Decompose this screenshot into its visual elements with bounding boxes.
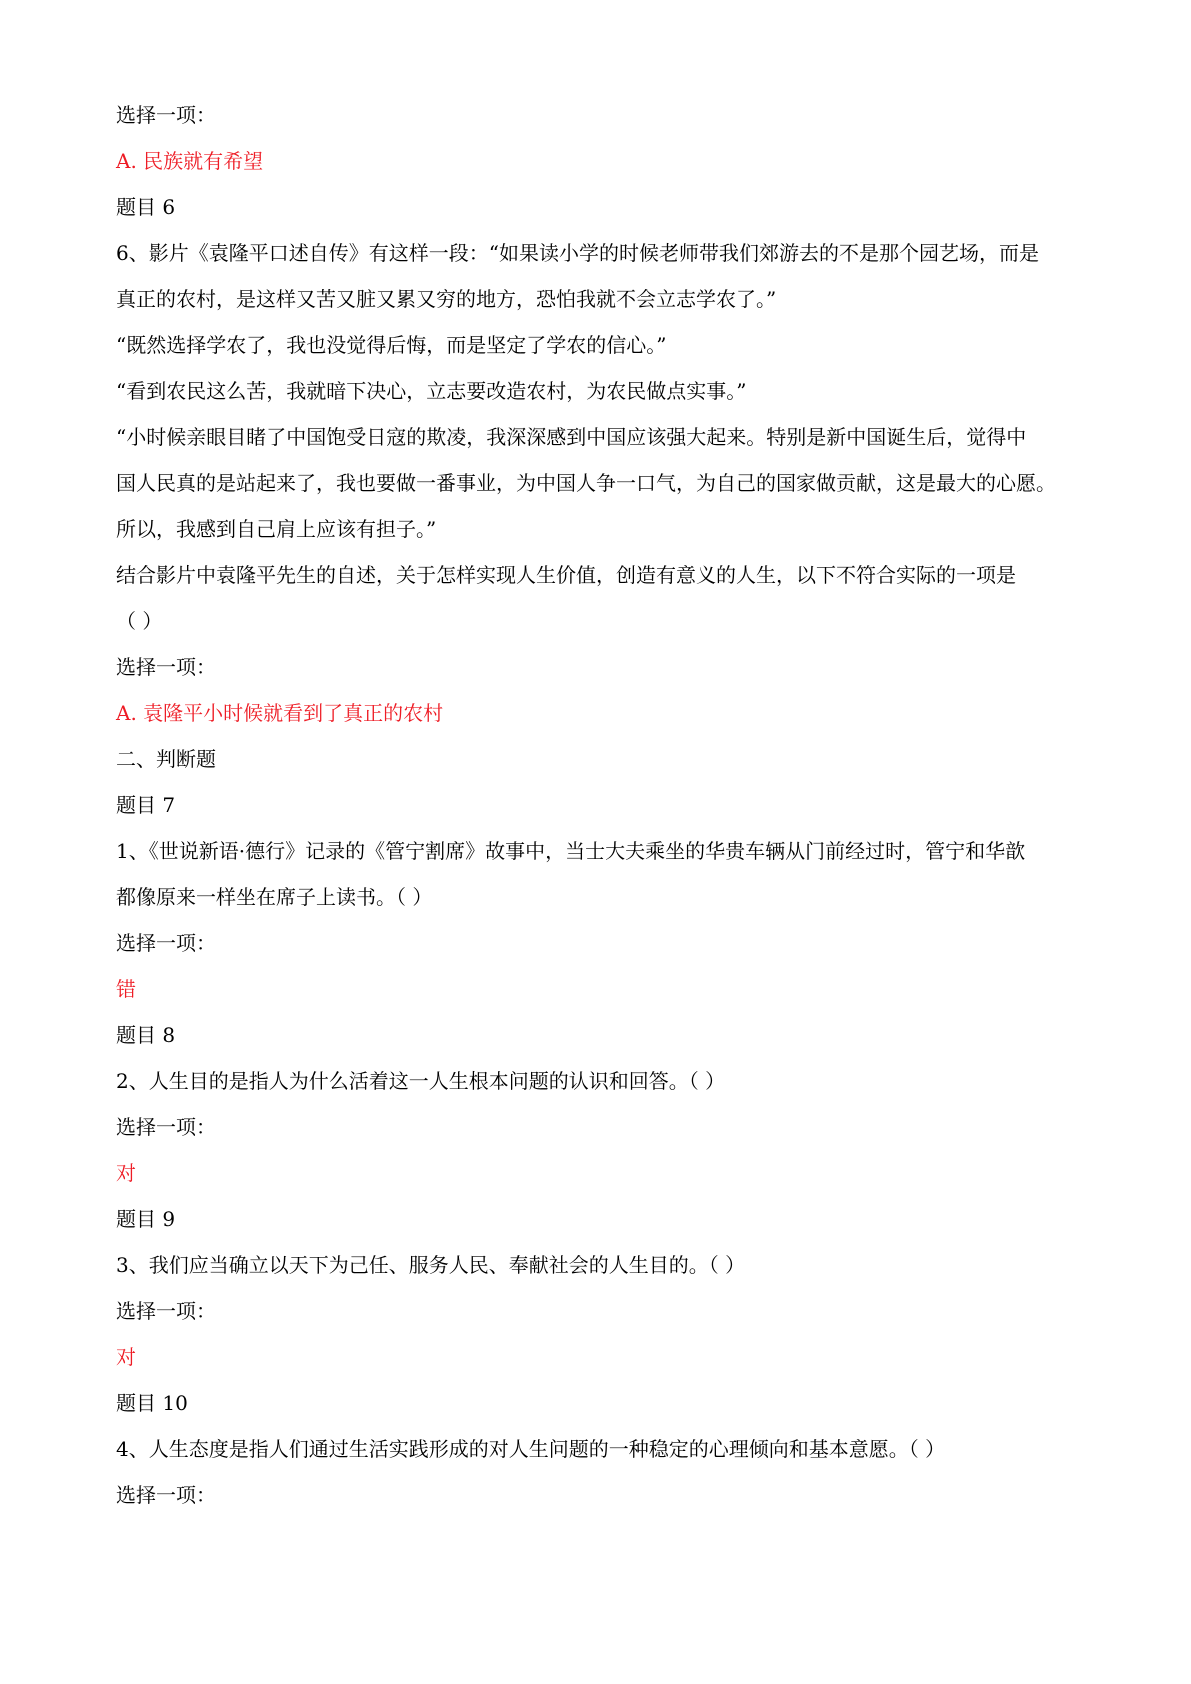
question-text: 都像原来一样坐在席子上读书。（ ） (116, 885, 433, 909)
question-heading: 题目 7 (116, 793, 176, 817)
question-text: 结合影片中袁隆平先生的自述，关于怎样实现人生价值，创造有意义的人生，以下不符合实际的一项是 (116, 563, 1016, 587)
answer-text: 对 (116, 1345, 136, 1369)
question-text: 6、影片《袁隆平口述自传》有这样一段：“如果读小学的时候老师带我们郊游去的不是那个园艺场，而是 (116, 241, 1039, 265)
question-text: “小时候亲眼目睹了中国饱受日寇的欺凌，我深深感到中国应该强大起来。特别是新中国诞生后，觉得中 (116, 425, 1027, 449)
question-text: 2、人生目的是指人为什么活着这一人生根本问题的认识和回答。（ ） (116, 1069, 726, 1093)
question-text: （ ） (116, 609, 163, 633)
question-heading: 题目 9 (116, 1207, 176, 1231)
question-heading: 题目 6 (116, 195, 176, 219)
question-text: “看到农民这么苦，我就暗下决心，立志要改造农村，为农民做点实事。” (116, 379, 747, 403)
choice-prompt: 选择一项： (116, 655, 216, 679)
question-text: 1、《世说新语·德行》记录的《管宁割席》故事中，当士大夫乘坐的华贵车辆从门前经过时，管宁和华歆 (116, 839, 1026, 863)
section-title: 二、判断题 (116, 747, 216, 771)
answer-text: A. 袁隆平小时候就看到了真正的农村 (116, 701, 444, 725)
document-page (116, 92, 1086, 1518)
choice-prompt: 选择一项： (116, 1483, 216, 1507)
answer-text: 错 (116, 977, 136, 1001)
choice-prompt: 选择一项： (116, 1115, 216, 1139)
question-text: 所以，我感到自己肩上应该有担子。” (116, 517, 437, 541)
choice-prompt: 选择一项： (116, 103, 216, 127)
question-text: 国人民真的是站起来了，我也要做一番事业，为中国人争一口气，为自己的国家做贡献，这是最大的心愿。 (116, 471, 1056, 495)
answer-text: A. 民族就有希望 (116, 149, 264, 173)
question-text: 4、人生态度是指人们通过生活实践形成的对人生问题的一种稳定的心理倾向和基本意愿。（ ） (116, 1437, 946, 1461)
question-heading: 题目 10 (116, 1391, 188, 1415)
answer-text: 对 (116, 1161, 136, 1185)
question-text: 真正的农村，是这样又苦又脏又累又穷的地方，恐怕我就不会立志学农了。” (116, 287, 777, 311)
choice-prompt: 选择一项： (116, 1299, 216, 1323)
choice-prompt: 选择一项： (116, 931, 216, 955)
question-text: 3、我们应当确立以天下为己任、服务人民、奉献社会的人生目的。（ ） (116, 1253, 746, 1277)
question-heading: 题目 8 (116, 1023, 176, 1047)
question-text: “既然选择学农了，我也没觉得后悔，而是坚定了学农的信心。” (116, 333, 667, 357)
